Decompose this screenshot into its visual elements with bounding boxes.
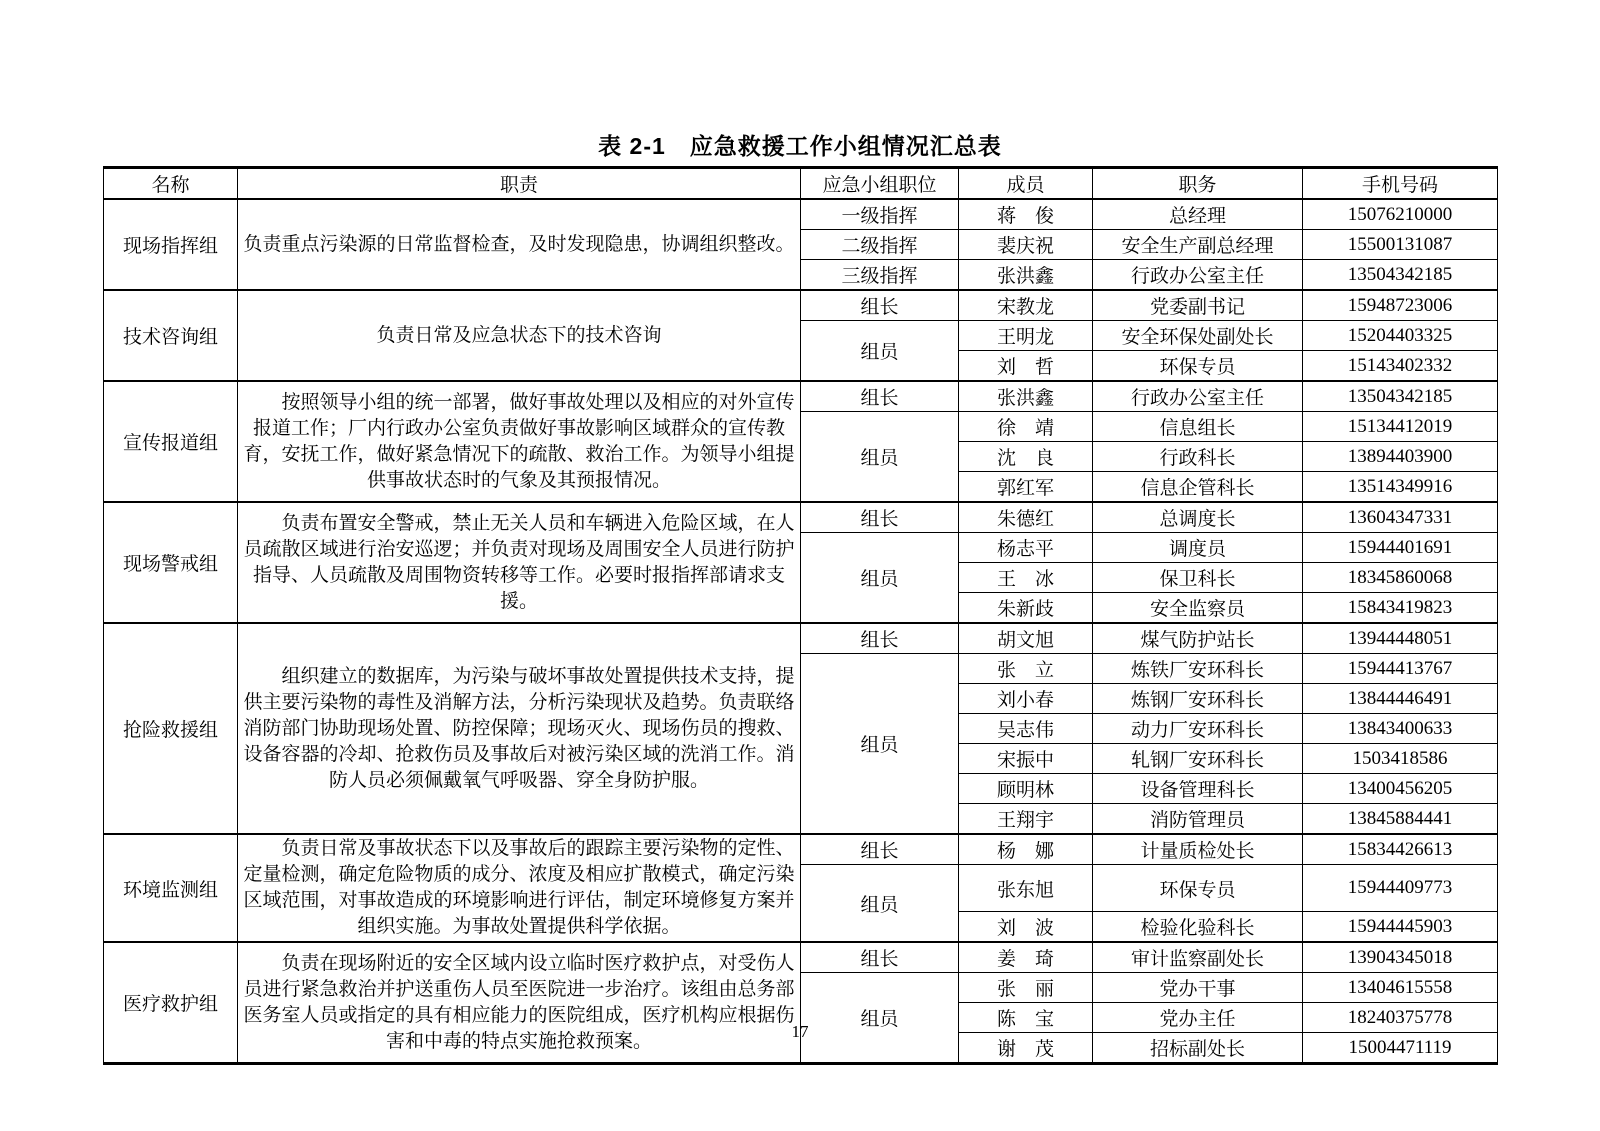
position-cell: 组长 — [801, 290, 959, 321]
member-name-cell: 朱德红 — [959, 502, 1093, 533]
phone-number-cell: 13844446491 — [1303, 684, 1498, 714]
job-title-cell: 环保专员 — [1093, 351, 1303, 382]
group-duty-text: 负责重点污染源的日常监督检查，及时发现隐患，协调组织整改。 — [243, 233, 795, 255]
group-duty-cell — [238, 942, 801, 1064]
job-title-cell: 煤气防护站长 — [1093, 623, 1303, 654]
job-title-cell: 党委副书记 — [1093, 290, 1303, 321]
group-name-cell: 现场指挥组 — [104, 199, 238, 290]
job-title-cell: 总经理 — [1093, 199, 1303, 230]
job-title-cell: 炼钢厂安环科长 — [1093, 684, 1303, 714]
position-cell: 组员 — [801, 533, 959, 624]
job-title-cell: 安全环保处副处长 — [1093, 321, 1303, 351]
job-title-cell: 招标副处长 — [1093, 1033, 1303, 1064]
phone-number-cell: 13944448051 — [1303, 623, 1498, 654]
table-row — [104, 623, 1498, 654]
phone-number-cell: 13604347331 — [1303, 502, 1498, 533]
table-row — [104, 834, 1498, 865]
job-title-cell: 消防管理员 — [1093, 804, 1303, 835]
member-name-cell: 顾明林 — [959, 774, 1093, 804]
member-name-cell: 刘小春 — [959, 684, 1093, 714]
member-name-cell: 张 丽 — [959, 973, 1093, 1003]
group-name-cell: 医疗救护组 — [104, 942, 238, 1064]
phone-number-cell: 15948723006 — [1303, 290, 1498, 321]
group-duty-text: 负责布置安全警戒，禁止无关人员和车辆进入危险区域，在人员疏散区域进行治安巡逻；并负责对现场及周围安全人员进行防护指导、人员疏散及周围物资转移等工作。必要时报指挥部请求支援。 — [243, 512, 795, 612]
phone-number-cell: 18345860068 — [1303, 563, 1498, 593]
phone-number-cell: 15944409773 — [1303, 865, 1498, 912]
member-name-cell: 杨 娜 — [959, 834, 1093, 865]
member-name-cell: 张洪鑫 — [959, 260, 1093, 291]
phone-number-cell: 13504342185 — [1303, 260, 1498, 291]
table-row — [104, 502, 1498, 533]
phone-number-cell: 18240375778 — [1303, 1003, 1498, 1033]
job-title-cell: 环保专员 — [1093, 865, 1303, 912]
phone-number-cell: 13504342185 — [1303, 381, 1498, 412]
group-name-cell: 现场警戒组 — [104, 502, 238, 623]
member-name-cell: 吴志伟 — [959, 714, 1093, 744]
member-name-cell: 刘 波 — [959, 912, 1093, 943]
job-title-cell: 党办干事 — [1093, 973, 1303, 1003]
member-name-cell: 沈 良 — [959, 442, 1093, 472]
position-cell: 组员 — [801, 865, 959, 943]
phone-number-cell: 15076210000 — [1303, 199, 1498, 230]
group-duty-cell — [238, 381, 801, 502]
phone-number-cell: 15500131087 — [1303, 230, 1498, 260]
position-cell: 组长 — [801, 381, 959, 412]
member-name-cell: 宋教龙 — [959, 290, 1093, 321]
group-duty-text: 组织建立的数据库，为污染与破坏事故处置提供技术支持，提供主要污染物的毒性及消解方法，分析污染现状及趋势。负责联络消防部门协助现场处置、防控保障；现场灭火、现场伤员的搜救、设备容器的冷却、抢救伤员及事故后对被污染区域的洗消工作。消防人员必须佩戴氧气呼吸器、穿全身防护服。 — [243, 665, 795, 791]
phone-number-cell: 15134412019 — [1303, 412, 1498, 442]
phone-number-cell: 1503418586 — [1303, 744, 1498, 774]
group-name-cell: 抢险救援组 — [104, 623, 238, 834]
position-cell: 组员 — [801, 321, 959, 382]
group-duty-cell — [238, 834, 801, 942]
phone-number-cell: 13894403900 — [1303, 442, 1498, 472]
phone-number-cell: 15944401691 — [1303, 533, 1498, 563]
member-name-cell: 王明龙 — [959, 321, 1093, 351]
job-title-cell: 信息组长 — [1093, 412, 1303, 442]
header-row — [104, 168, 1498, 200]
member-name-cell: 宋振中 — [959, 744, 1093, 774]
job-title-cell: 计量质检处长 — [1093, 834, 1303, 865]
member-name-cell: 陈 宝 — [959, 1003, 1093, 1033]
group-name-cell: 宣传报道组 — [104, 381, 238, 502]
group-duty-cell — [238, 290, 801, 381]
member-name-cell: 刘 哲 — [959, 351, 1093, 382]
member-name-cell: 姜 琦 — [959, 942, 1093, 973]
phone-number-cell: 15843419823 — [1303, 593, 1498, 624]
phone-number-cell: 13514349916 — [1303, 472, 1498, 503]
member-name-cell: 张 立 — [959, 654, 1093, 684]
position-cell: 组员 — [801, 654, 959, 835]
header-title: 职务 — [1093, 168, 1303, 200]
member-name-cell: 张洪鑫 — [959, 381, 1093, 412]
summary-table — [103, 166, 1498, 1065]
table-row — [104, 381, 1498, 412]
group-duty-cell — [238, 199, 801, 290]
table-header — [104, 168, 1498, 200]
phone-number-cell: 13904345018 — [1303, 942, 1498, 973]
member-name-cell: 裴庆祝 — [959, 230, 1093, 260]
header-name: 名称 — [104, 168, 238, 200]
position-cell: 组长 — [801, 623, 959, 654]
phone-number-cell: 13404615558 — [1303, 973, 1498, 1003]
header-phone: 手机号码 — [1303, 168, 1498, 200]
job-title-cell: 设备管理科长 — [1093, 774, 1303, 804]
phone-number-cell: 13845884441 — [1303, 804, 1498, 835]
member-name-cell: 朱新歧 — [959, 593, 1093, 624]
member-name-cell: 徐 靖 — [959, 412, 1093, 442]
group-name-cell: 技术咨询组 — [104, 290, 238, 381]
table-row — [104, 942, 1498, 973]
page-number: 17 — [791, 1022, 809, 1041]
phone-number-cell: 13400456205 — [1303, 774, 1498, 804]
member-name-cell: 王翔宇 — [959, 804, 1093, 835]
group-duty-text: 负责日常及应急状态下的技术咨询 — [376, 324, 662, 346]
table-body — [104, 199, 1498, 1064]
job-title-cell: 轧钢厂安环科长 — [1093, 744, 1303, 774]
phone-number-cell: 15834426613 — [1303, 834, 1498, 865]
header-duty: 职责 — [238, 168, 801, 200]
job-title-cell: 审计监察副处长 — [1093, 942, 1303, 973]
position-cell: 一级指挥 — [801, 199, 959, 230]
job-title-cell: 检验化验科长 — [1093, 912, 1303, 943]
group-duty-text: 负责日常及事故状态下以及事故后的跟踪主要污染物的定性、定量检测，确定危险物质的成分、浓度及相应扩散模式，确定污染区域范围，对事故造成的环境影响进行评估，制定环境修复方案并组织实施。为事故处置提供科学依据。 — [243, 838, 795, 937]
member-name-cell: 张东旭 — [959, 865, 1093, 912]
job-title-cell: 炼铁厂安环科长 — [1093, 654, 1303, 684]
group-duty-text: 负责在现场附近的安全区域内设立临时医疗救护点，对受伤人员进行紧急救治并护送重伤人员至医院进一步治疗。该组由总务部医务室人员或指定的具有相应能力的医院组成，医疗机构应根据伤害和中毒的特点实施抢救预案。 — [243, 952, 795, 1052]
position-cell: 组员 — [801, 412, 959, 503]
table-row — [104, 290, 1498, 321]
group-name-cell: 环境监测组 — [104, 834, 238, 942]
job-title-cell: 安全生产副总经理 — [1093, 230, 1303, 260]
group-duty-cell — [238, 623, 801, 834]
phone-number-cell: 15944413767 — [1303, 654, 1498, 684]
header-member: 成员 — [959, 168, 1093, 200]
phone-number-cell: 15204403325 — [1303, 321, 1498, 351]
phone-number-cell: 15944445903 — [1303, 912, 1498, 943]
member-name-cell: 郭红军 — [959, 472, 1093, 503]
member-name-cell: 谢 茂 — [959, 1033, 1093, 1064]
member-name-cell: 胡文旭 — [959, 623, 1093, 654]
member-name-cell: 杨志平 — [959, 533, 1093, 563]
member-name-cell: 蒋 俊 — [959, 199, 1093, 230]
position-cell: 二级指挥 — [801, 230, 959, 260]
job-title-cell: 动力厂安环科长 — [1093, 714, 1303, 744]
job-title-cell: 安全监察员 — [1093, 593, 1303, 624]
position-cell: 组员 — [801, 973, 959, 1064]
job-title-cell: 党办主任 — [1093, 1003, 1303, 1033]
position-cell: 组长 — [801, 942, 959, 973]
position-cell: 组长 — [801, 834, 959, 865]
job-title-cell: 信息企管科长 — [1093, 472, 1303, 503]
group-duty-text: 按照领导小组的统一部署，做好事故处理以及相应的对外宣传报道工作；厂内行政办公室负责做好事故影响区域群众的宣传教育，安抚工作，做好紧急情况下的疏散、救治工作。为领导小组提供事故状态时的气象及其预报情况。 — [243, 391, 795, 491]
phone-number-cell: 15143402332 — [1303, 351, 1498, 382]
job-title-cell: 保卫科长 — [1093, 563, 1303, 593]
header-position: 应急小组职位 — [801, 168, 959, 200]
job-title-cell: 行政科长 — [1093, 442, 1303, 472]
job-title-cell: 调度员 — [1093, 533, 1303, 563]
table-title: 表 2-1 应急救援工作小组情况汇总表 — [598, 133, 1002, 159]
table-row — [104, 199, 1498, 230]
job-title-cell: 行政办公室主任 — [1093, 381, 1303, 412]
phone-number-cell: 15004471119 — [1303, 1033, 1498, 1064]
position-cell: 组长 — [801, 502, 959, 533]
job-title-cell: 行政办公室主任 — [1093, 260, 1303, 291]
position-cell: 三级指挥 — [801, 260, 959, 291]
phone-number-cell: 13843400633 — [1303, 714, 1498, 744]
member-name-cell: 王 冰 — [959, 563, 1093, 593]
job-title-cell: 总调度长 — [1093, 502, 1303, 533]
group-duty-cell — [238, 502, 801, 623]
